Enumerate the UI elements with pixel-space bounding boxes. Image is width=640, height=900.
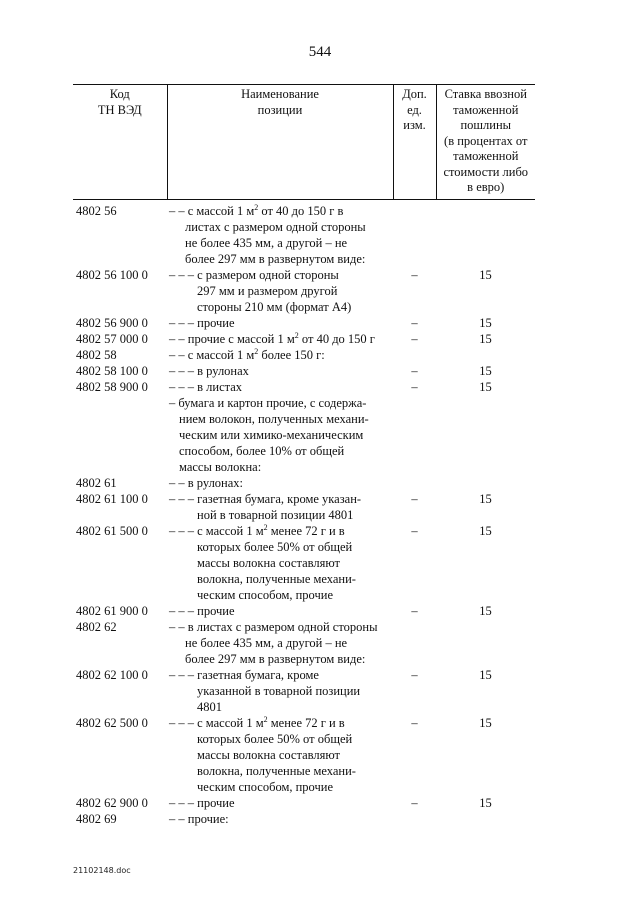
code-cell: 4802 57 000 0 <box>76 331 148 346</box>
description-line: – – – с массой 1 $м^2$ менее 72 г и в <box>169 714 345 730</box>
header-rate: Ставка ввозной таможенной пошлины (в процентах от таможенной стоимости либо в евро) <box>436 85 535 200</box>
description-line: стороны 210 мм (формат А4) <box>197 299 352 314</box>
description-line: способом, более 10% от общей <box>179 443 345 458</box>
table-row <box>73 715 535 795</box>
description-line: 4801 <box>197 699 222 714</box>
unit-cell: – <box>411 363 418 378</box>
description-cell <box>167 395 393 475</box>
description-cell <box>167 491 393 523</box>
description-cell <box>167 523 393 603</box>
description-cell <box>167 667 393 715</box>
code-cell: 4802 61 500 0 <box>76 523 148 538</box>
code-cell: 4802 69 <box>76 811 117 826</box>
rate-cell: 15 <box>479 715 492 730</box>
unit-cell: – <box>411 603 418 618</box>
description-line: не более 435 мм, а другой – не <box>185 235 348 250</box>
rate-cell: 15 <box>479 315 492 330</box>
rate-cell <box>436 811 535 827</box>
rate-cell <box>436 395 535 475</box>
tariff-table-container <box>73 84 535 827</box>
table-row <box>73 795 535 811</box>
description-line: – бумага и картон прочие, с содержа- <box>169 395 367 410</box>
description-cell <box>167 267 393 315</box>
unit-cell <box>393 199 436 267</box>
description-line: которых более 50% от общей <box>197 731 353 746</box>
description-cell <box>167 331 393 347</box>
description-line: – – с массой 1 $м^2$ более 150 г: <box>169 346 325 362</box>
description-line: 297 мм и размером другой <box>197 283 338 298</box>
description-line: которых более 50% от общей <box>197 539 353 554</box>
description-line: – – – газетная бумага, кроме <box>169 667 319 682</box>
description-line: не более 435 мм, а другой – не <box>185 635 348 650</box>
unit-cell: – <box>411 491 418 506</box>
description-line: – – прочие с массой 1 $м^2$ от 40 до 150 г <box>169 330 375 346</box>
description-line: более 297 мм в развернутом виде: <box>185 251 366 266</box>
description-cell <box>167 315 393 331</box>
description-line: более 297 мм в развернутом виде: <box>185 651 366 666</box>
description-cell <box>167 199 393 267</box>
description-line: – – прочие: <box>169 811 229 826</box>
description-line: – – – прочие <box>169 315 235 330</box>
unit-cell: – <box>411 795 418 810</box>
description-cell <box>167 619 393 667</box>
table-row <box>73 347 535 363</box>
unit-cell <box>393 811 436 827</box>
code-cell: 4802 61 900 0 <box>76 603 148 618</box>
description-line: ческим способом, прочие <box>197 779 334 794</box>
description-line: – – в листах с размером одной стороны <box>169 619 378 634</box>
code-cell: 4802 56 100 0 <box>76 267 148 282</box>
description-line: листах с размером одной стороны <box>185 219 366 234</box>
table-row <box>73 331 535 347</box>
code-cell: 4802 56 900 0 <box>76 315 148 330</box>
document-file-id: 21102148.doc <box>73 866 131 875</box>
description-cell <box>167 603 393 619</box>
description-line: – – – с массой 1 $м^2$ менее 72 г и в <box>169 522 345 538</box>
description-line: ческим или химико-механическим <box>179 427 364 442</box>
unit-cell <box>393 395 436 475</box>
description-line: ческим способом, прочие <box>197 587 334 602</box>
table-row <box>73 315 535 331</box>
description-line: – – – прочие <box>169 795 235 810</box>
description-line: – – с массой 1 $м^2$ от 40 до 150 г в <box>169 202 344 218</box>
rate-cell: 15 <box>479 363 492 378</box>
rate-cell <box>436 475 535 491</box>
unit-cell: – <box>411 667 418 682</box>
code-cell: 4802 62 500 0 <box>76 715 148 730</box>
description-line: – – – газетная бумага, кроме указан- <box>169 491 362 506</box>
description-line: нием волокон, полученных механи- <box>179 411 369 426</box>
description-line: – – – в листах <box>169 379 243 394</box>
unit-cell <box>393 475 436 491</box>
table-row <box>73 475 535 491</box>
code-cell: 4802 61 <box>76 475 117 490</box>
table-row <box>73 811 535 827</box>
table-row <box>73 491 535 523</box>
description-line: – – – в рулонах <box>169 363 249 378</box>
description-cell <box>167 795 393 811</box>
rate-cell <box>436 347 535 363</box>
rate-cell: 15 <box>479 523 492 538</box>
code-cell: 4802 62 900 0 <box>76 795 148 810</box>
rate-cell: 15 <box>479 331 492 346</box>
description-cell <box>167 379 393 395</box>
rate-cell: 15 <box>479 379 492 394</box>
rate-cell: 15 <box>479 267 492 282</box>
description-cell <box>167 811 393 827</box>
table-row <box>73 395 535 475</box>
description-line: ной в товарной позиции 4801 <box>197 507 354 522</box>
description-line: указанной в товарной позиции <box>197 683 361 698</box>
rate-cell <box>436 199 535 267</box>
code-cell: 4802 56 <box>76 203 117 218</box>
code-cell: 4802 62 <box>76 619 117 634</box>
description-line: – – – с размером одной стороны <box>169 267 339 282</box>
code-cell: 4802 62 100 0 <box>76 667 148 682</box>
description-cell <box>167 347 393 363</box>
description-line: волокна, полученные механи- <box>197 763 356 778</box>
description-line: массы волокна: <box>179 459 262 474</box>
description-cell <box>167 475 393 491</box>
unit-cell: – <box>411 267 418 282</box>
description-cell <box>167 715 393 795</box>
table-row <box>73 619 535 667</box>
rate-cell <box>436 619 535 667</box>
table-row <box>73 267 535 315</box>
table-body <box>73 199 535 827</box>
header-code: Код ТН ВЭД <box>73 85 167 200</box>
code-cell <box>73 395 167 475</box>
page-number: 544 <box>308 44 332 60</box>
code-cell: 4802 58 100 0 <box>76 363 148 378</box>
description-line: массы волокна составляют <box>197 747 340 762</box>
tariff-table <box>73 84 535 827</box>
description-line: массы волокна составляют <box>197 555 340 570</box>
rate-cell: 15 <box>479 667 492 682</box>
header-unit: Доп. ед. изм. <box>393 85 436 200</box>
rate-cell: 15 <box>479 491 492 506</box>
rate-cell: 15 <box>479 603 492 618</box>
table-row <box>73 603 535 619</box>
table-row <box>73 363 535 379</box>
table-row <box>73 523 535 603</box>
description-line: – – – прочие <box>169 603 235 618</box>
unit-cell: – <box>411 315 418 330</box>
unit-cell <box>393 347 436 363</box>
table-row <box>73 667 535 715</box>
unit-cell: – <box>411 379 418 394</box>
description-cell <box>167 363 393 379</box>
header-name: Наименование позиции <box>167 85 393 200</box>
table-row <box>73 199 535 267</box>
code-cell: 4802 61 100 0 <box>76 491 148 506</box>
rate-cell: 15 <box>479 795 492 810</box>
table-row <box>73 379 535 395</box>
description-line: – – в рулонах: <box>169 475 244 490</box>
unit-cell: – <box>411 331 418 346</box>
unit-cell: – <box>411 715 418 730</box>
unit-cell: – <box>411 523 418 538</box>
code-cell: 4802 58 900 0 <box>76 379 148 394</box>
table-header <box>73 85 535 200</box>
unit-cell <box>393 619 436 667</box>
code-cell: 4802 58 <box>76 347 117 362</box>
description-line: волокна, полученные механи- <box>197 571 356 586</box>
